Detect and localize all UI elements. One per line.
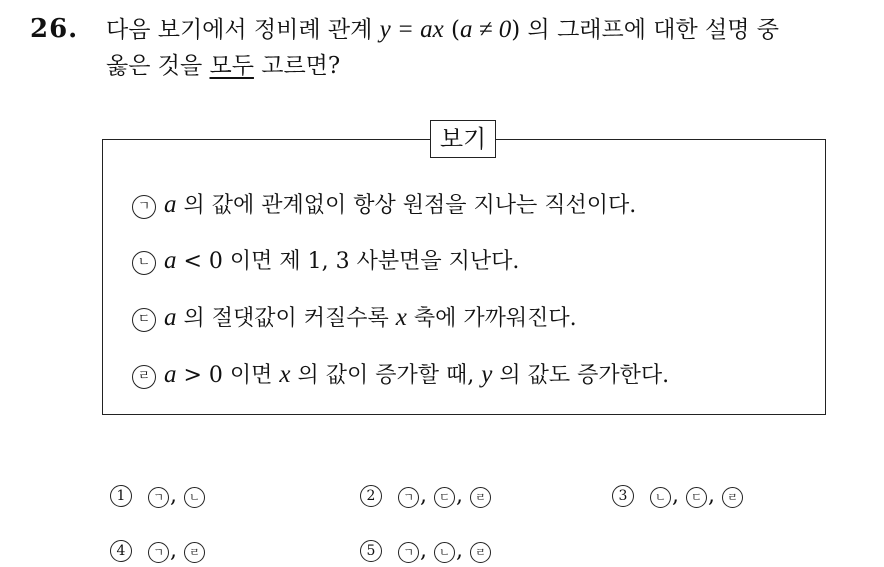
circled-marker: ㄷ bbox=[132, 308, 156, 332]
variable: x bbox=[279, 361, 291, 388]
variable: y bbox=[481, 361, 493, 388]
choice-3[interactable]: 3 ㄴ , ㄷ , ㄹ bbox=[612, 481, 744, 511]
statement-text: > 0 이면 bbox=[176, 363, 280, 388]
circled-marker: ㄴ bbox=[650, 487, 671, 508]
condition: a ≠ 0 bbox=[460, 16, 512, 43]
variable: a bbox=[164, 191, 177, 218]
example-box-title: 보기 bbox=[430, 120, 496, 158]
variable: x bbox=[395, 304, 407, 331]
choice-5[interactable]: 5 ㄱ , ㄴ , ㄹ bbox=[360, 536, 492, 566]
variable: a bbox=[164, 304, 177, 331]
circled-marker: ㄴ bbox=[132, 251, 156, 275]
circled-marker: ㄴ bbox=[184, 487, 205, 508]
question-line-2 bbox=[106, 51, 340, 81]
circled-marker: ㄷ bbox=[434, 487, 455, 508]
question-text: 다음 보기에서 정비례 관계 bbox=[106, 17, 380, 43]
question-number: 26. bbox=[30, 14, 79, 44]
circled-marker: ㄴ bbox=[434, 542, 455, 563]
circled-marker: ㄹ bbox=[722, 487, 743, 508]
circled-marker: ㄹ bbox=[470, 542, 491, 563]
question-line-1 bbox=[106, 15, 779, 45]
circled-marker: ㄹ bbox=[184, 542, 205, 563]
choice-number: 5 bbox=[360, 540, 382, 562]
circled-marker: ㄱ bbox=[148, 487, 169, 508]
equation: y = ax bbox=[379, 16, 444, 43]
choice-4[interactable]: 4 ㄱ , ㄹ bbox=[110, 536, 206, 566]
statement-text: < 0 이면 제 1, 3 사분면을 지난다. bbox=[176, 249, 520, 274]
choice-number: 2 bbox=[360, 485, 382, 507]
circled-marker: ㄹ bbox=[132, 365, 156, 389]
circled-marker: ㄱ bbox=[148, 542, 169, 563]
choice-1[interactable]: 1 ㄱ , ㄴ bbox=[110, 481, 206, 511]
circled-marker: ㄷ bbox=[686, 487, 707, 508]
circled-marker: ㄱ bbox=[132, 195, 156, 219]
choice-number: 3 bbox=[612, 485, 634, 507]
circled-marker: ㄱ bbox=[398, 487, 419, 508]
variable: a bbox=[164, 247, 177, 274]
variable: a bbox=[164, 361, 177, 388]
statement-2 bbox=[132, 246, 519, 277]
statement-text: 의 절댓값이 커질수록 bbox=[176, 306, 396, 331]
choice-number: 1 bbox=[110, 485, 132, 507]
choice-number: 4 bbox=[110, 540, 132, 562]
statement-text: 의 값이 증가할 때, bbox=[290, 363, 482, 388]
statement-text: 의 값에 관계없이 항상 원점을 지나는 직선이다. bbox=[176, 193, 637, 218]
question-text: ) 의 그래프에 대한 설명 중 bbox=[511, 17, 779, 43]
statement-4 bbox=[132, 360, 669, 391]
question-text: 옳은 것을 bbox=[106, 53, 210, 79]
circled-marker: ㄹ bbox=[470, 487, 491, 508]
choice-2[interactable]: 2 ㄱ , ㄷ , ㄹ bbox=[360, 481, 492, 511]
statement-text: 의 값도 증가한다. bbox=[492, 363, 670, 388]
statement-1 bbox=[132, 190, 636, 221]
circled-marker: ㄱ bbox=[398, 542, 419, 563]
statement-3 bbox=[132, 303, 577, 334]
question-text: 고르면? bbox=[253, 53, 341, 79]
underlined-text: 모두 bbox=[209, 53, 254, 79]
question-text: ( bbox=[443, 17, 461, 43]
statement-text: 축에 가까워진다. bbox=[406, 306, 577, 331]
